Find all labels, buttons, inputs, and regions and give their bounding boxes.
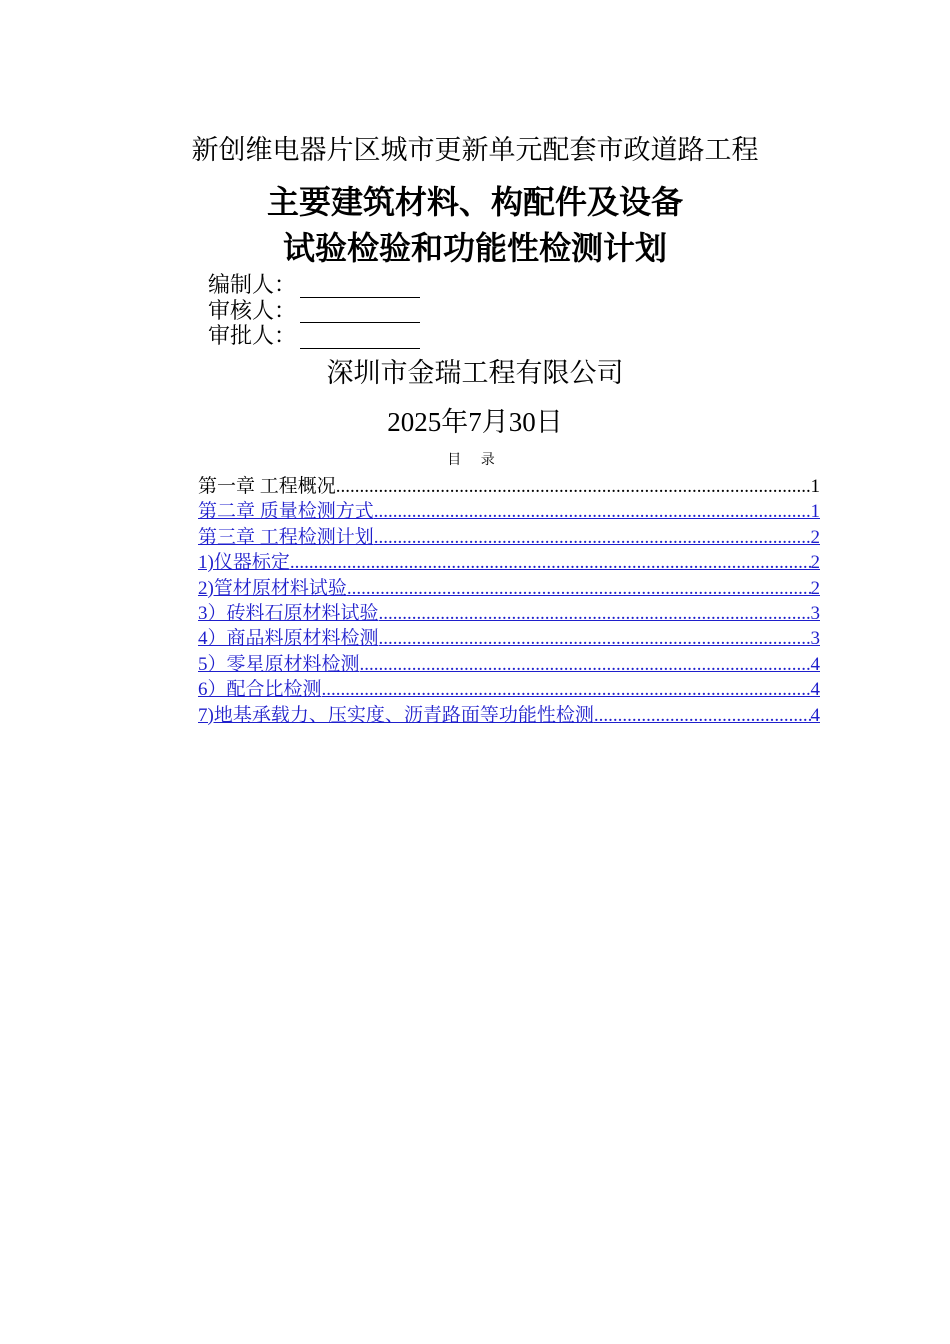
toc-entry[interactable]	[198, 550, 820, 575]
toc-entry-page-number: 2	[810, 526, 820, 548]
toc-entry[interactable]	[198, 703, 820, 728]
toc-entry[interactable]	[198, 677, 820, 702]
toc-entry-page-number: 2	[810, 552, 820, 574]
toc-entry-page-number: 3	[810, 628, 820, 650]
signature-label: 编制人：	[208, 272, 297, 297]
table-of-contents	[198, 474, 820, 728]
main-title-line-2: 试验检验和功能性检测计划	[282, 229, 667, 267]
toc-dot-leader	[336, 474, 811, 499]
toc-entry[interactable]	[198, 576, 820, 601]
toc-entry-page-number: 3	[810, 602, 820, 624]
toc-entry-page-number: 4	[810, 679, 820, 701]
toc-entry-label: 4）商品料原材料检测	[198, 628, 379, 650]
signature-label: 审批人：	[208, 323, 297, 348]
signature-blank-line	[300, 277, 420, 298]
toc-dot-leader	[374, 499, 811, 524]
toc-entry[interactable]	[198, 525, 820, 550]
toc-entry[interactable]	[198, 652, 820, 677]
project-title: 新创维电器片区城市更新单元配套市政道路工程	[191, 135, 759, 165]
signature-row-reviewer	[208, 298, 420, 324]
toc-entry-label: 第一章 工程概况	[198, 476, 336, 497]
toc-entry-label: 6）配合比检测	[198, 679, 322, 701]
toc-entry[interactable]	[198, 626, 820, 651]
signature-row-approver	[208, 323, 420, 349]
toc-entry-label: 1)仪器标定	[198, 552, 290, 574]
toc-entry-page-number: 2	[810, 577, 820, 599]
toc-dot-leader	[290, 550, 811, 575]
toc-entry-label: 第二章 质量检测方式	[198, 501, 374, 523]
signature-block	[208, 272, 420, 349]
toc-dot-leader	[374, 525, 811, 550]
toc-entry[interactable]	[198, 601, 820, 626]
toc-dot-leader	[360, 652, 811, 677]
toc-entry-label: 第三章 工程检测计划	[198, 526, 374, 548]
signature-row-compiler	[208, 272, 420, 298]
toc-entry-page-number: 1	[810, 476, 820, 497]
signature-blank-line	[300, 328, 420, 349]
toc-dot-leader	[594, 703, 811, 728]
toc-entry-page-number: 4	[810, 704, 820, 726]
main-title-line-1: 主要建筑材料、构配件及设备	[266, 183, 683, 221]
toc-entry[interactable]	[198, 499, 820, 524]
toc-dot-leader	[379, 601, 811, 626]
document-date: 2025年7月30日	[387, 407, 563, 437]
toc-entry-label: 7)地基承载力、压实度、沥青路面等功能性检测	[198, 704, 594, 726]
signature-blank-line	[300, 302, 420, 323]
toc-entry-page-number: 4	[810, 653, 820, 675]
toc-heading: 目 录	[447, 453, 503, 468]
toc-entry-label: 2)管材原材料试验	[198, 577, 347, 599]
toc-dot-leader	[379, 626, 811, 651]
company-name: 深圳市金瑞工程有限公司	[326, 358, 624, 388]
toc-entry-label: 3）砖料石原材料试验	[198, 602, 379, 624]
toc-entry-label: 5）零星原材料检测	[198, 653, 360, 675]
signature-label: 审核人：	[208, 297, 297, 323]
toc-entry	[198, 474, 820, 499]
toc-entry-page-number: 1	[810, 501, 820, 523]
toc-dot-leader	[347, 576, 811, 601]
toc-dot-leader	[322, 677, 811, 702]
